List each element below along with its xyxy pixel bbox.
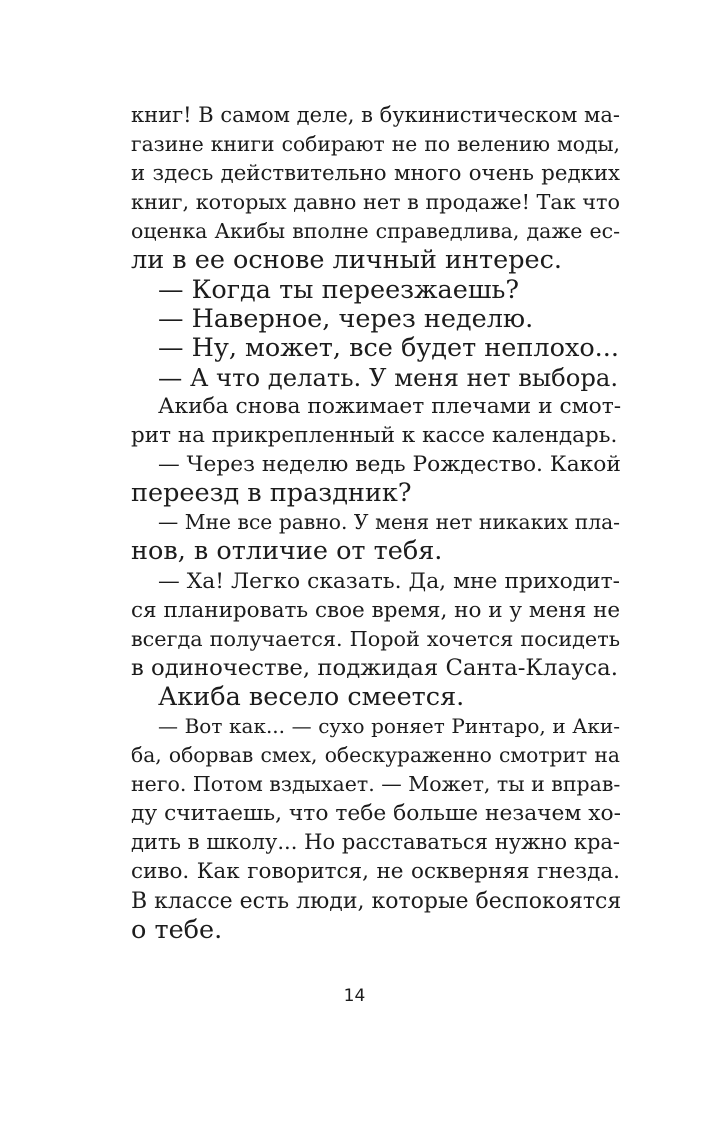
text-line: оценка Акибы вполне справедлива, даже ес- bbox=[131, 219, 620, 244]
text-line: рит на прикрепленный к кассе календарь. bbox=[131, 423, 618, 449]
body-text bbox=[131, 101, 620, 945]
text-line: книг, которых давно нет в продаже! Так что bbox=[131, 190, 620, 215]
text-line: — Ха! Легко сказать. Да, мне приходит- bbox=[158, 568, 620, 594]
text-line: о тебе. bbox=[131, 914, 223, 945]
text-line: газине книги собирают не по велению моды, bbox=[131, 132, 620, 157]
text-line: Акиба весело смеется. bbox=[158, 681, 465, 712]
text-line: — Ну, может, все будет неплохо... bbox=[158, 332, 619, 363]
text-line: всегда получается. Порой хочется посидеть bbox=[131, 626, 620, 651]
text-line: в одиночестве, поджидая Санта-Клауса. bbox=[131, 654, 618, 681]
text-line: В классе есть люди, которые беспокоятся bbox=[131, 888, 622, 914]
text-line: переезд в праздник? bbox=[131, 478, 412, 509]
text-line: нов, в отличие от тебя. bbox=[131, 536, 443, 567]
text-line: — А что делать. У меня нет выбора. bbox=[158, 362, 619, 392]
text-line: ду считаешь, что тебе больше незачем хо- bbox=[131, 801, 621, 827]
text-line: Акиба снова пожимает плечами и смот- bbox=[158, 393, 622, 419]
text-line: книг! В самом деле, в букинистическом ма- bbox=[131, 103, 620, 127]
text-line: — Мне все равно. У меня нет никаких пла- bbox=[158, 510, 620, 535]
text-line: ли в ее основе личный интерес. bbox=[131, 245, 563, 276]
text-line: и здесь действительно много очень редких bbox=[131, 161, 620, 187]
text-line: — Наверное, через неделю. bbox=[158, 303, 534, 334]
text-line: дить в школу... Но расставаться нужно кра- bbox=[131, 830, 620, 855]
text-line: ся планировать свое время, но и у меня не bbox=[131, 597, 621, 623]
text-line: сиво. Как говорится, не оскверняя гнезда. bbox=[131, 859, 620, 885]
text-line: — Через неделю ведь Рождество. Какой bbox=[158, 452, 621, 478]
text-line: — Вот как... — сухо роняет Ринтаро, и Аки- bbox=[158, 713, 620, 738]
page-number: 14 bbox=[343, 986, 366, 1006]
text-line: него. Потом вздыхает. — Может, ты и вправ- bbox=[131, 772, 621, 797]
text-line: ба, оборвав смех, обескураженно смотрит на bbox=[131, 743, 620, 768]
text-line: — Когда ты переезжаешь? bbox=[158, 274, 520, 305]
